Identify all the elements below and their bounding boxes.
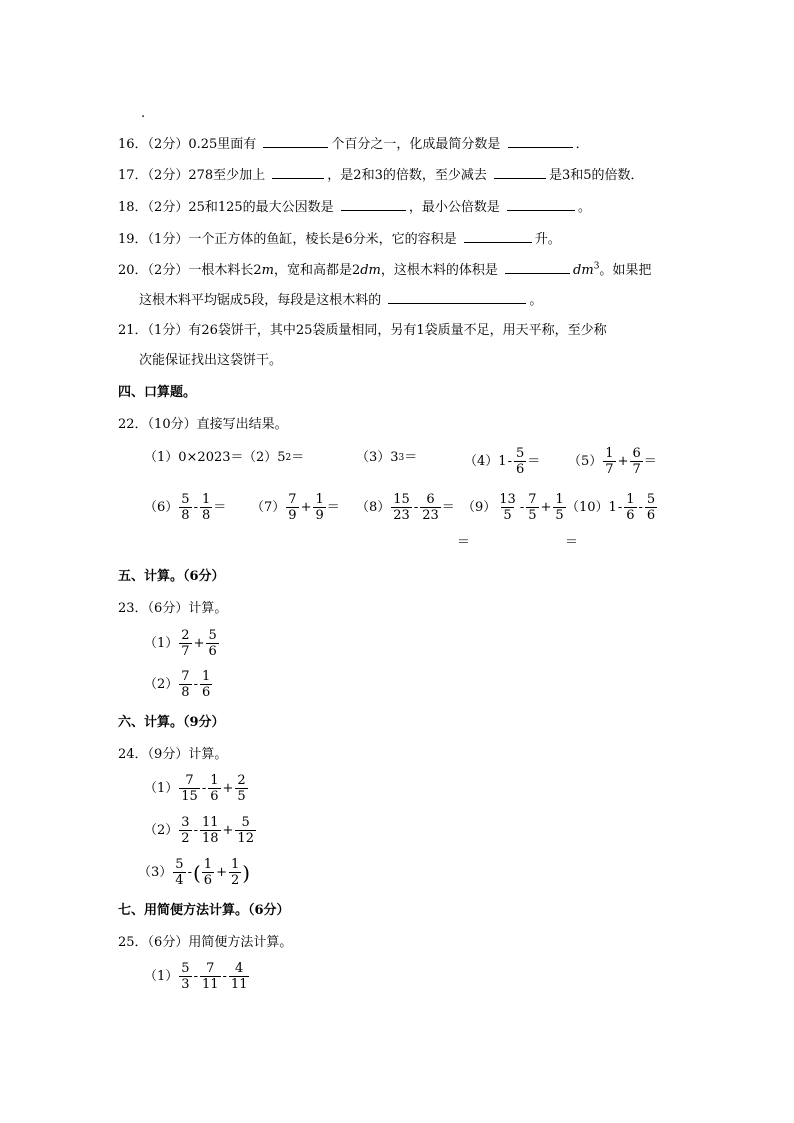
question-19: 19．（1分）一个正方体的鱼缸，棱长是6分米，它的容积是 升。 <box>118 229 561 249</box>
fraction: $\frac{1}{6}$ <box>203 857 213 888</box>
fraction: $\frac{1}{5}$ <box>555 492 564 523</box>
q22-item-5: （5） $\frac{1}{7}$ + $\frac{6}{7}$ ＝ <box>568 446 657 477</box>
q22-item-4: （4） 1 - $\frac{5}{6}$ ＝ <box>464 446 541 477</box>
fraction: $\frac{5}{6}$ <box>515 446 525 477</box>
fraction: $\frac{1}{9}$ <box>315 492 324 523</box>
fraction: $\frac{13}{5}$ <box>499 492 516 523</box>
answer-blank[interactable] <box>494 165 546 179</box>
answer-blank[interactable] <box>272 165 324 179</box>
answer-blank[interactable] <box>505 260 570 274</box>
fraction: $\frac{1}{6}$ <box>626 492 635 523</box>
fraction: $\frac{1}{8}$ <box>201 492 211 523</box>
q23-item-2: （2） $\frac{7}{8}$ - $\frac{1}{6}$ <box>144 669 211 700</box>
fraction: $\frac{5}{4}$ <box>175 857 184 888</box>
section-4-heading: 四、口算题。 <box>118 385 197 400</box>
question-22: 22．（10分）直接写出结果。 <box>118 417 288 432</box>
question-21-line2: 次能保证找出这袋饼干。 <box>139 353 283 368</box>
answer-blank[interactable] <box>341 197 406 211</box>
q22-item-2: （2）5 2 ＝ <box>243 450 305 465</box>
fraction: $\frac{11}{18}$ <box>201 815 219 846</box>
fraction: $\frac{5}{6}$ <box>646 492 656 523</box>
fraction: $\frac{6}{23}$ <box>422 492 439 523</box>
fraction: $\frac{1}{6}$ <box>201 669 211 700</box>
q22-item-9-equal: ＝ <box>457 535 471 550</box>
question-17: 17．（2分）278至少加上 ，是2和3的倍数，至少减去 是3和5的倍数． <box>118 165 644 185</box>
fraction: $\frac{7}{11}$ <box>201 961 219 992</box>
fraction: $\frac{7}{8}$ <box>181 669 190 700</box>
fraction: $\frac{5}{3}$ <box>181 961 190 992</box>
q22-item-1: （1）0×2023＝ <box>144 450 244 465</box>
answer-blank[interactable] <box>464 229 532 243</box>
fraction: $\frac{4}{11}$ <box>230 961 248 992</box>
fraction: $\frac{7}{15}$ <box>181 773 198 804</box>
fraction: $\frac{5}{12}$ <box>237 815 254 846</box>
fraction: $\frac{1}{7}$ <box>605 446 614 477</box>
q22-item-7: （7） $\frac{7}{9}$ + $\frac{1}{9}$ ＝ <box>251 492 340 523</box>
q22-item-10-equal: ＝ <box>565 535 579 550</box>
fraction: $\frac{1}{6}$ <box>210 773 219 804</box>
answer-blank[interactable] <box>507 197 575 211</box>
answer-blank[interactable] <box>508 134 573 148</box>
question-20-line2: 这根木料平均锯成5段，每段是这根木料的 。 <box>139 290 542 310</box>
section-6-heading: 六、计算。（9分） <box>118 715 225 730</box>
fraction: $\frac{7}{9}$ <box>288 492 297 523</box>
question-18: 18．（2分）25和125的最大公因数是 ，最小公倍数是 。 <box>118 197 591 217</box>
q22-item-9: （9） $\frac{13}{5}$ - $\frac{7}{5}$ + $\frac{1}{5}$ <box>462 492 564 523</box>
q23-item-1: （1） $\frac{2}{7}$ + $\frac{5}{6}$ <box>144 628 217 659</box>
section-5-heading: 五、计算。（6分） <box>118 569 225 584</box>
question-24: 24．（9分）计算。 <box>118 747 228 762</box>
q22-item-8: （8） $\frac{15}{23}$ - $\frac{6}{23}$ ＝ <box>356 492 455 523</box>
question-16: 16．（2分）0.25里面有 个百分之一，化成最简分数是 ． <box>118 134 589 154</box>
question-23: 23．（6分）计算。 <box>118 601 228 616</box>
question-21: 21．（1分）有26袋饼干，其中25袋质量相同，另有1袋质量不足，用天平称，至少称 <box>118 323 607 338</box>
question-25: 25．（6分）用简便方法计算。 <box>118 935 293 950</box>
answer-blank[interactable] <box>263 134 328 148</box>
question-20: 20．（2分）一根木料长2m，宽和高都是2dm，这根木料的体积是 $dm^3$。如果把 <box>118 261 652 278</box>
fraction: $\frac{5}{8}$ <box>181 492 190 523</box>
answer-blank[interactable] <box>388 290 526 304</box>
fraction: $\frac{6}{7}$ <box>632 446 641 477</box>
q22-item-3: （3）3 3 ＝ <box>356 450 418 465</box>
fraction: $\frac{2}{5}$ <box>237 773 246 804</box>
fraction: $\frac{5}{6}$ <box>208 628 217 659</box>
fraction: $\frac{7}{5}$ <box>528 492 537 523</box>
q22-item-10: （10） 1 - $\frac{1}{6}$ - $\frac{5}{6}$ <box>566 492 656 523</box>
q24-item-3: （3） $\frac{5}{4}$ - ( $\frac{1}{6}$ + $\frac{1}{2}$ ) <box>138 857 251 888</box>
fraction: $\frac{15}{23}$ <box>393 492 410 523</box>
fraction: $\frac{3}{2}$ <box>181 815 190 846</box>
q24-item-1: （1） $\frac{7}{15}$ - $\frac{1}{6}$ + $\frac{2}{5}$ <box>144 773 246 804</box>
q24-item-2: （2） $\frac{3}{2}$ - $\frac{11}{18}$ + $\frac{5}{12}$ <box>144 815 254 846</box>
fraction: $\frac{1}{2}$ <box>230 857 240 888</box>
section-7-heading: 七、用简便方法计算。（6分） <box>118 903 290 918</box>
fraction: $\frac{2}{7}$ <box>181 628 190 659</box>
q22-item-6: （6） $\frac{5}{8}$ - $\frac{1}{8}$ ＝ <box>144 492 227 523</box>
q25-item-1: （1） $\frac{5}{3}$ - $\frac{7}{11}$ - $\frac{4}{11}$ <box>144 961 248 992</box>
stray-dot: . <box>141 106 146 121</box>
